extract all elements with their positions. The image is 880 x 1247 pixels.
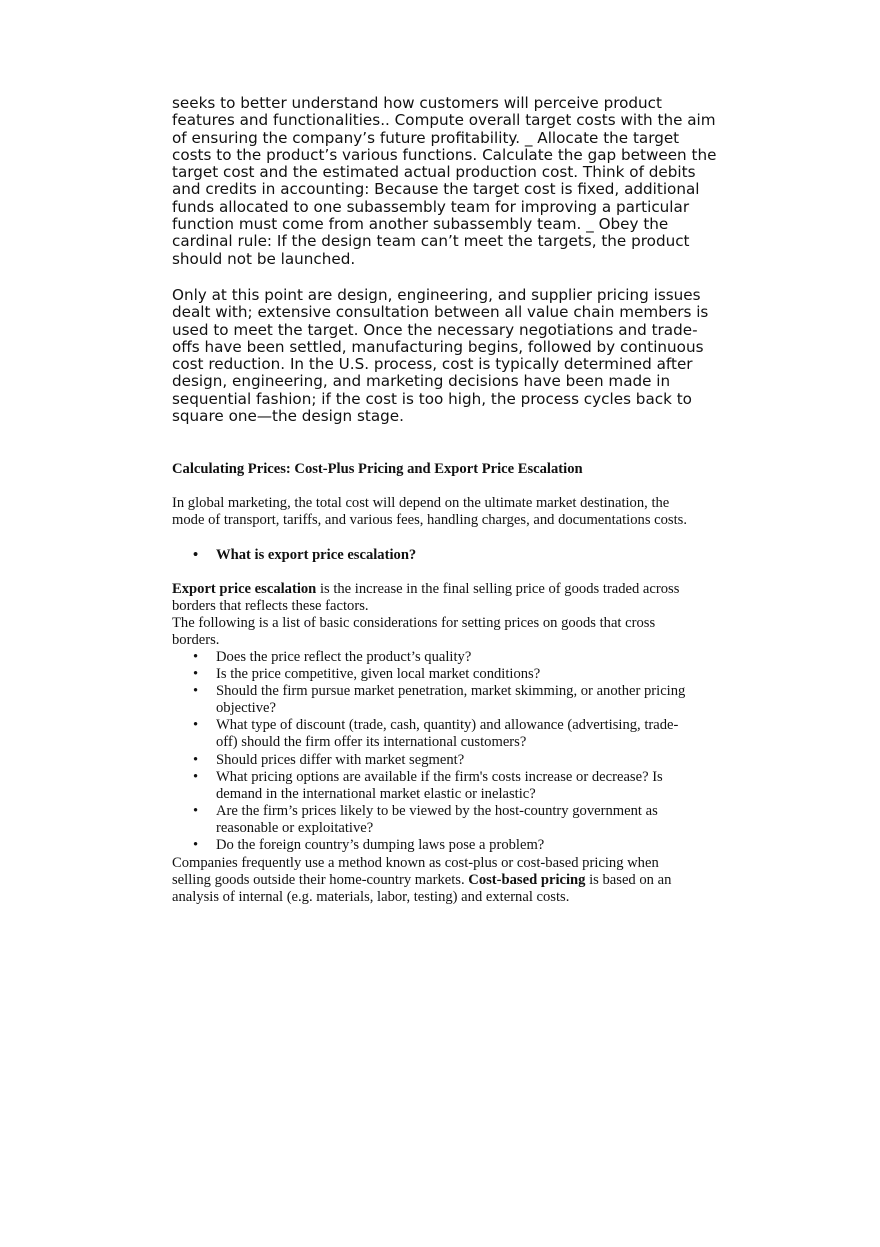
list-item-text: Are the firm’s prices likely to be viewed by the host-country government as (216, 802, 658, 819)
list-item (172, 803, 685, 837)
list-item-text: off) should the firm offer its international customers? (216, 734, 527, 751)
list-item (172, 769, 685, 803)
bullet-icon: • (193, 547, 199, 563)
considerations-list (172, 649, 685, 854)
text-line (172, 872, 671, 889)
text-line (172, 581, 679, 598)
defined-term: Cost-based pricing (468, 872, 586, 889)
list-item-text: Do the foreign country’s dumping laws pose a problem? (216, 837, 545, 854)
text-line: square one—the design stage. (172, 407, 404, 426)
text-span: is the increase in the final selling price of goods traded across (316, 581, 680, 597)
text-line: cost reduction. In the U.S. process, cost is typically determined after (172, 355, 693, 374)
list-item-text: demand in the international market elastic or inelastic? (216, 785, 536, 802)
list-item (172, 717, 685, 751)
bullet-icon: • (193, 751, 199, 768)
list-item (172, 683, 685, 717)
text-line: of ensuring the company’s future profitability. _ Allocate the target (172, 128, 680, 147)
bullet-icon: • (193, 768, 199, 785)
list-item (172, 666, 685, 683)
list-item-text: objective? (216, 700, 276, 717)
bullet-icon: • (193, 717, 199, 734)
paragraph-target-costing (172, 95, 716, 268)
list-item (172, 752, 685, 769)
list-item-text: Should the firm pursue market penetration, market skimming, or another pricing (216, 683, 686, 700)
list-item-text: Does the price reflect the product’s quality? (216, 649, 472, 665)
text-line: costs to the product’s various functions. Calculate the gap between the (172, 145, 717, 164)
list-item-text: Is the price competitive, given local market conditions? (216, 666, 541, 683)
text-line: Companies frequently use a method known as cost-plus or cost-based pricing when (172, 855, 659, 871)
text-line: seeks to better understand how customers will perceive product (172, 94, 662, 112)
bullet-icon: • (193, 666, 199, 683)
paragraph-design-process (172, 287, 708, 425)
list-item (172, 649, 685, 666)
list-item-text: What type of discount (trade, cash, quantity) and allowance (advertising, trade- (216, 717, 679, 734)
text-line: analysis of internal (e.g. materials, labor, testing) and external costs. (172, 889, 570, 906)
text-line: In global marketing, the total cost will depend on the ultimate market destination, the (172, 495, 670, 511)
text-span: selling goods outside their home-country markets. (172, 872, 469, 889)
bullet-icon: • (193, 683, 199, 700)
bullet-icon: • (193, 837, 199, 854)
text-line: funds allocated to one subassembly team for improving a particular (172, 197, 690, 216)
list-item-text: What pricing options are available if the firm's costs increase or decrease? Is (216, 768, 663, 785)
text-line: dealt with; extensive consultation between all value chain members is (172, 303, 709, 322)
list-item-text: reasonable or exploitative? (216, 819, 374, 836)
text-line: offs have been settled, manufacturing begins, followed by continuous (172, 337, 704, 356)
text-line: cardinal rule: If the design team can’t meet the targets, the product (172, 232, 690, 251)
paragraph-closing (172, 855, 671, 906)
bullet-icon: • (193, 649, 199, 665)
list-item (172, 837, 685, 854)
text-line: target cost and the estimated actual production cost. Think of debits (172, 163, 696, 182)
bullet-icon: • (193, 802, 199, 819)
paragraph-intro (172, 495, 687, 529)
text-span: is based on an (585, 872, 672, 889)
paragraph-definition (172, 581, 679, 649)
text-line: Only at this point are design, engineering, and supplier pricing issues (172, 286, 701, 304)
question-bullet (172, 547, 880, 564)
defined-term: Export price escalation (172, 581, 317, 597)
text-line: borders. (172, 632, 220, 649)
text-line: design, engineering, and marketing decisions have been made in (172, 372, 671, 391)
text-line: and credits in accounting: Because the target cost is fixed, additional (172, 180, 700, 199)
section-heading: Calculating Prices: Cost-Plus Pricing and Export Price Escalation (172, 461, 583, 477)
question-text: What is export price escalation? (216, 547, 417, 563)
text-line: borders that reflects these factors. (172, 598, 369, 615)
text-line: The following is a list of basic considerations for setting prices on goods that cross (172, 615, 656, 632)
text-line: mode of transport, tariffs, and various fees, handling charges, and documentations costs. (172, 512, 687, 529)
text-line: used to meet the target. Once the necessary negotiations and trade- (172, 320, 698, 339)
text-line: features and functionalities.. Compute overall target costs with the aim (172, 111, 716, 130)
text-line: sequential fashion; if the cost is too high, the process cycles back to (172, 389, 692, 408)
text-line: function must come from another subassembly team. _ Obey the (172, 215, 669, 234)
list-item-text: Should prices differ with market segment? (216, 751, 465, 768)
text-line: should not be launched. (172, 249, 356, 268)
